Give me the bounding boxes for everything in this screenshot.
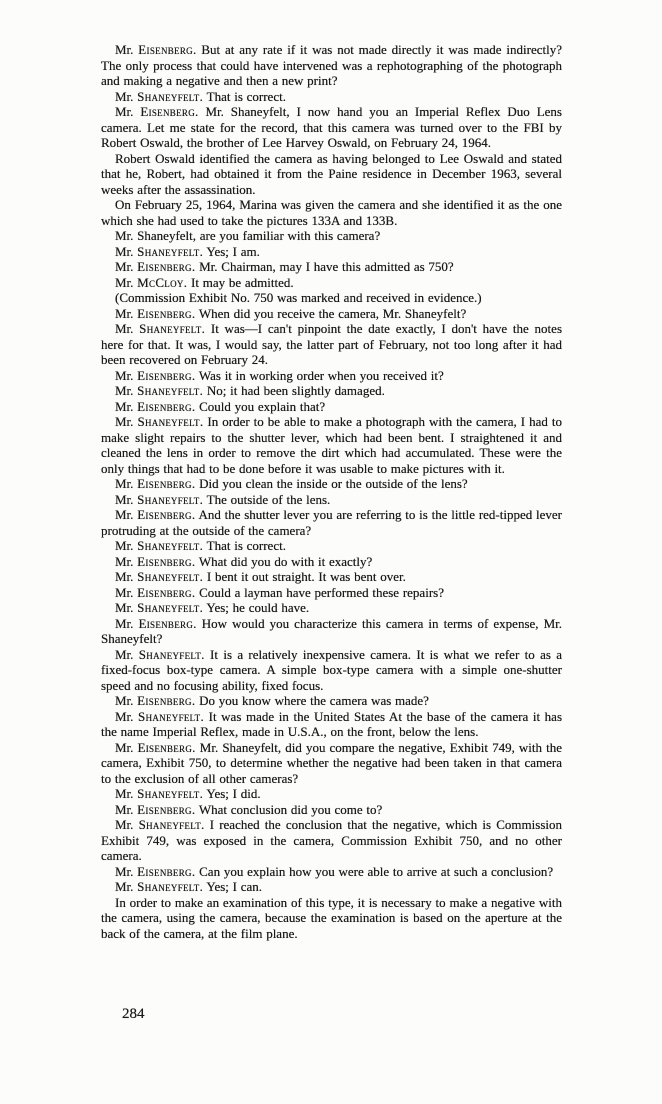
transcript-paragraph: Mr. Eisenberg. Mr. Shaneyfelt, did you compare the negative, Exhibit 749, with the camera, Exhibit 750, to determine whether the negative had been taken in that camera to the exclusion of all other cameras? xyxy=(101,739,563,786)
transcript-paragraph: Mr. Eisenberg. Could a layman have performed these repairs? xyxy=(115,584,444,600)
transcript-paragraph: Mr. McCloy. It may be admitted. xyxy=(115,274,294,290)
speaker-title: Mr. xyxy=(115,708,139,724)
speaker-name: Shaneyfelt. xyxy=(138,646,205,662)
speaker-name: McCloy. xyxy=(137,274,188,290)
speaker-title: Mr. xyxy=(115,367,138,383)
speaker-title: Mr. xyxy=(115,569,138,584)
speaker-title: Mr. xyxy=(115,104,141,119)
transcript-paragraph: Mr. Eisenberg. Can you explain how you were able to arrive at such a conclusion? xyxy=(115,863,554,879)
speaker-title: Mr. xyxy=(115,321,140,336)
speaker-name: Shaneyfelt. xyxy=(137,243,204,259)
transcript-paragraph: Mr. Shaneyfelt. That is correct. xyxy=(115,88,286,104)
speaker-title: Mr. xyxy=(115,863,138,879)
speaker-title: Mr. xyxy=(115,600,138,615)
speaker-name: Eisenberg. xyxy=(138,42,197,57)
speaker-name: Eisenberg. xyxy=(137,305,196,321)
transcript xyxy=(101,42,562,941)
transcript-paragraph: Mr. Shaneyfelt. Yes; I am. xyxy=(115,243,260,259)
transcript-paragraph: In order to make an examination of this type, it is necessary to make a negative with the camera, using the camera, because the examination is based on the aperture at the back of the camera, at the film plane. xyxy=(101,894,562,941)
transcript-paragraph: Mr. Eisenberg. Mr. Shaneyfelt, I now hand you an Imperial Reflex Duo Lens camera. Let me state for the record, that this camera was turned over to the FBI by Robert Oswald, the brother of Lee Harvey Oswald, on February 24, 1964. xyxy=(101,104,562,150)
speaker-title: Mr. xyxy=(115,507,138,522)
transcript-paragraph: Mr. Eisenberg. Mr. Chairman, may I have this admitted as 750? xyxy=(115,259,454,274)
speaker-title: Mr. xyxy=(115,786,138,801)
transcript-paragraph: Mr. Shaneyfelt. Yes; he could have. xyxy=(115,600,310,615)
speaker-title: Mr. xyxy=(115,42,139,57)
speaker-title: Mr. xyxy=(115,879,138,894)
transcript-paragraph: Mr. Shaneyfelt. The outside of the lens. xyxy=(115,491,331,507)
speaker-name: Shaneyfelt. xyxy=(138,817,205,832)
speaker-title: Mr. xyxy=(115,646,139,662)
transcript-paragraph: Robert Oswald identified the camera as having belonged to Lee Oswald and stated that he, Robert, had obtained it from the Paine residence in December 1963, several weeks after the assassination. xyxy=(101,150,562,197)
transcript-paragraph: Mr. Eisenberg. Could you explain that? xyxy=(115,398,326,414)
speaker-name: Shaneyfelt. xyxy=(137,569,204,584)
speaker-name: Eisenberg. xyxy=(137,693,196,708)
transcript-paragraph: Mr. Eisenberg. When did you receive the camera, Mr. Shaneyfelt? xyxy=(115,305,467,321)
speaker-name: Eisenberg. xyxy=(137,259,196,274)
transcript-paragraph: Mr. Eisenberg. Did you clean the inside or the outside of the lens? xyxy=(115,476,468,491)
transcript-paragraph: Mr. Shaneyfelt. That is correct. xyxy=(115,538,286,553)
speaker-title: Mr. xyxy=(115,243,138,259)
speaker-name: Eisenberg. xyxy=(138,615,197,631)
speaker-name: Shaneyfelt. xyxy=(137,538,204,553)
speaker-name: Eisenberg. xyxy=(137,476,196,491)
speaker-title: Mr. xyxy=(115,615,139,631)
speaker-name: Eisenberg. xyxy=(137,739,196,755)
transcript-paragraph: Mr. Shaneyfelt. I reached the conclusion that the negative, which is Commission Exhibit 749, was exposed in the camera, Commission Exhibit 750, and no other camera. xyxy=(101,817,563,863)
speaker-title: Mr. xyxy=(115,274,138,290)
speaker-name: Eisenberg. xyxy=(137,553,196,569)
transcript-paragraph: Mr. Shaneyfelt. It is a relatively inexpensive camera. It is what we refer to as a fixed-focus box-type camera. A simple box-type camera with a simple one-shutter speed and no focusing ability, fixed focus. xyxy=(101,646,562,693)
speaker-title: Mr. xyxy=(115,259,138,274)
speaker-name: Shaneyfelt. xyxy=(138,708,204,724)
speaker-title: Mr. xyxy=(115,414,138,429)
speaker-name: Shaneyfelt. xyxy=(137,414,204,429)
speaker-name: Shaneyfelt. xyxy=(137,879,204,894)
speaker-title: Mr. xyxy=(115,801,138,817)
speaker-name: Shaneyfelt. xyxy=(139,321,206,336)
transcript-paragraph: Mr. Eisenberg. What conclusion did you come to? xyxy=(115,801,383,817)
transcript-paragraph: Mr. Shaneyfelt. Yes; I did. xyxy=(115,786,261,801)
transcript-paragraph: Mr. Shaneyfelt. Yes; I can. xyxy=(115,879,263,894)
speaker-title: Mr. xyxy=(115,538,138,553)
speaker-title: Mr. xyxy=(115,398,138,414)
transcript-paragraph: On February 25, 1964, Marina was given the camera and she identified it as the one which she had used to take the pictures 133A and 133B. xyxy=(101,197,562,228)
speaker-title: Mr. xyxy=(115,476,138,491)
transcript-paragraph: Mr. Shaneyfelt, are you familiar with this camera? xyxy=(115,228,381,243)
speaker-title: Mr. xyxy=(115,491,138,507)
speaker-name: Eisenberg. xyxy=(140,104,199,119)
speaker-title: Mr. xyxy=(115,584,138,600)
speaker-title: Mr. xyxy=(115,817,139,832)
transcript-paragraph: Mr. Eisenberg. Do you know where the camera was made? xyxy=(115,693,429,708)
transcript-paragraph: Mr. Eisenberg. How would you characterize this camera in terms of expense, Mr. Shaneyfelt? xyxy=(101,615,563,646)
transcript-paragraph: Mr. Eisenberg. What did you do with it exactly? xyxy=(115,553,373,569)
speaker-name: Shaneyfelt. xyxy=(137,600,204,615)
transcript-paragraph: Mr. Eisenberg. And the shutter lever you are referring to is the little red-tipped lever protruding at the outside of the camera? xyxy=(101,507,562,538)
speaker-title: Mr. xyxy=(115,88,138,104)
transcript-paragraph: Mr. Shaneyfelt. I bent it out straight. It was bent over. xyxy=(115,569,406,584)
transcript-paragraph: Mr. Eisenberg. But at any rate if it was not made directly it was made indirectly? The only process that could have intervened was a rephotographing of the photograph and making a negative and then a new print? xyxy=(101,42,563,88)
speaker-name: Eisenberg. xyxy=(137,507,196,522)
speaker-title: Mr. xyxy=(115,693,138,708)
speaker-name: Eisenberg. xyxy=(137,367,196,383)
speaker-name: Eisenberg. xyxy=(137,801,196,817)
speaker-title: Mr. xyxy=(115,305,138,321)
speaker-name: Eisenberg. xyxy=(137,863,196,879)
speaker-name: Shaneyfelt. xyxy=(137,491,204,507)
page-number: 284 xyxy=(122,1006,145,1022)
speaker-name: Eisenberg. xyxy=(137,584,196,600)
transcript-paragraph: Mr. Shaneyfelt. No; it had been slightly damaged. xyxy=(115,383,385,398)
speaker-name: Eisenberg. xyxy=(137,398,196,414)
transcript-paragraph: Mr. Shaneyfelt. It was made in the United States At the base of the camera it has the name Imperial Reflex, made in U.S.A., on the front, below the lens. xyxy=(101,708,563,739)
transcript-paragraph: Mr. Shaneyfelt. In order to be able to make a photograph with the camera, I had to make slight repairs to the shutter lever, which had been bent. I straightened it and cleaned the lens in order to remove the dirt which had accumulated. These were the only things that had to be done before it was usable to make pictures with it. xyxy=(101,414,563,476)
speaker-name: Shaneyfelt. xyxy=(137,786,204,801)
transcript-paragraph: (Commission Exhibit No. 750 was marked and received in evidence.) xyxy=(115,290,482,305)
speaker-title: Mr. xyxy=(115,739,138,755)
transcript-paragraph: Mr. Shaneyfelt. It was—I can't pinpoint the date exactly, I don't have the notes here for that. It was, I would say, the latter part of February, not too long after it had been recovered on February 24. xyxy=(101,321,563,367)
transcript-paragraph: Mr. Eisenberg. Was it in working order when you received it? xyxy=(115,367,444,383)
speaker-title: Mr. xyxy=(115,383,138,398)
speaker-name: Shaneyfelt. xyxy=(137,383,204,398)
speaker-title: Mr. xyxy=(115,553,138,569)
speaker-name: Shaneyfelt. xyxy=(137,88,204,104)
